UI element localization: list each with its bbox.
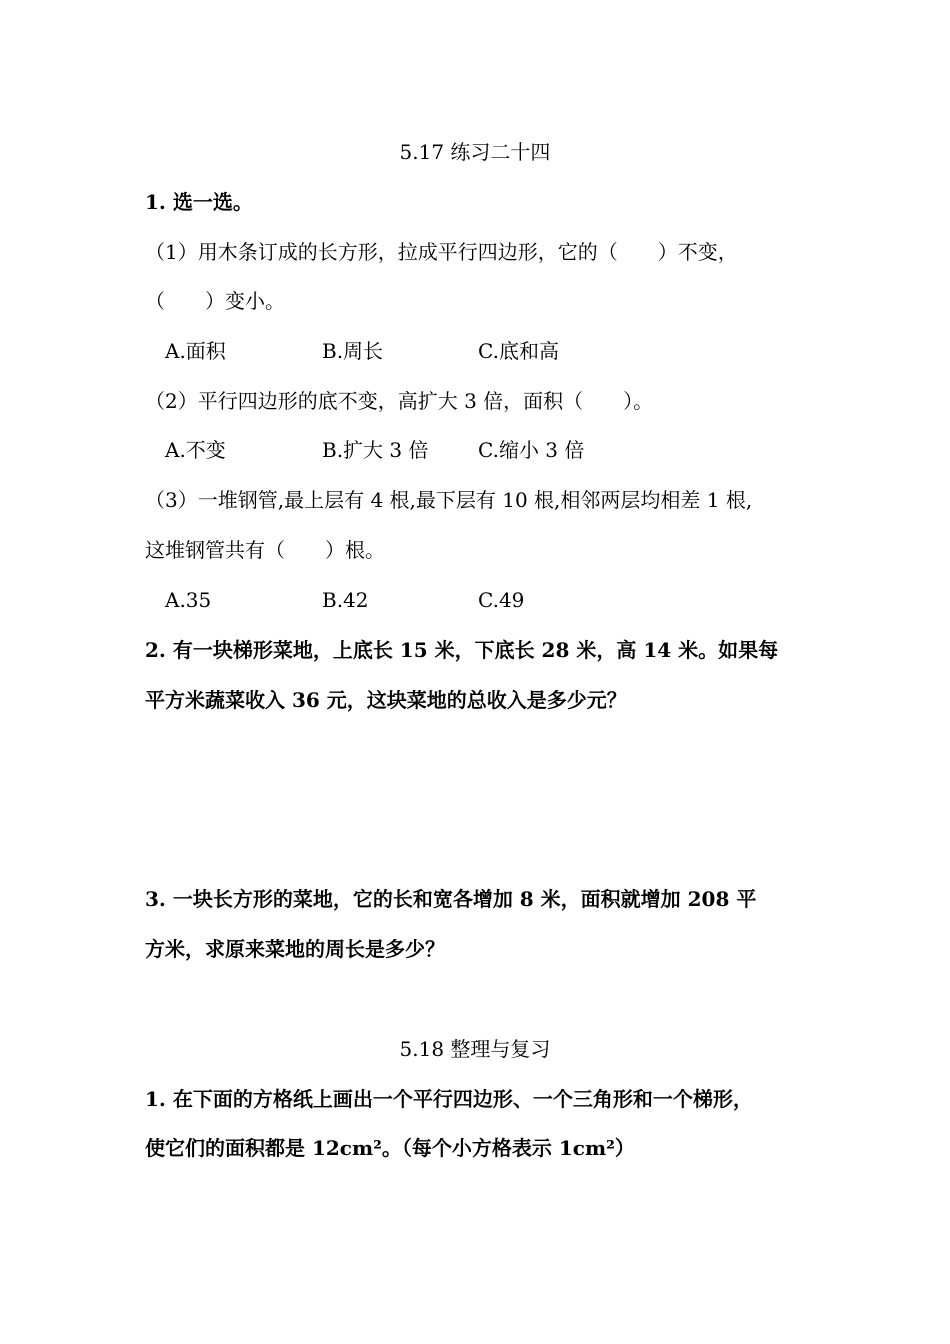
s2-q1-text-line1: 1. 在下面的方格纸上画出一个平行四边形、一个三角形和一个梯形， bbox=[145, 1087, 753, 1111]
q1-heading: 1. 选一选。 bbox=[145, 190, 253, 214]
q1-3-text-line1: （3）一堆钢管,最上层有 4 根,最下层有 10 根,相邻两层均相差 1 根, bbox=[145, 488, 753, 512]
q1-3-option-c: C.49 bbox=[478, 588, 525, 612]
q1-1-text-line1: （1）用木条订成的长方形，拉成平行四边形，它的（ ）不变， bbox=[145, 240, 738, 264]
section-title-5-17: 5.17 练习二十四 bbox=[399, 140, 551, 164]
q3-text-line1: 3. 一块长方形的菜地，它的长和宽各增加 8 米，面积就增加 208 平 bbox=[145, 887, 757, 911]
q1-3-option-a: A.35 bbox=[165, 588, 212, 612]
q1-1-option-c: C.底和高 bbox=[478, 339, 559, 363]
q1-1-option-a: A.面积 bbox=[165, 339, 226, 363]
s2-q1-text-line2: 使它们的面积都是 12cm²。（每个小方格表示 1cm²） bbox=[145, 1136, 635, 1160]
section-title-5-18: 5.18 整理与复习 bbox=[399, 1037, 551, 1061]
q1-2-text: （2）平行四边形的底不变，高扩大 3 倍，面积（ ）。 bbox=[145, 389, 654, 413]
q1-2-option-c: C.缩小 3 倍 bbox=[478, 438, 585, 462]
q2-text-line2: 平方米蔬菜收入 36 元，这块菜地的总收入是多少元？ bbox=[145, 688, 627, 712]
q1-2-option-b: B.扩大 3 倍 bbox=[322, 438, 429, 462]
q1-1-option-b: B.周长 bbox=[322, 339, 384, 363]
q1-1-text-line2: （ ）变小。 bbox=[145, 289, 285, 313]
q1-2-option-a: A.不变 bbox=[165, 438, 226, 462]
q3-text-line2: 方米，求原来菜地的周长是多少？ bbox=[145, 937, 445, 961]
q1-3-text-line2: 这堆钢管共有（ ）根。 bbox=[145, 538, 385, 562]
q1-3-option-b: B.42 bbox=[322, 588, 369, 612]
q2-text-line1: 2. 有一块梯形菜地，上底长 15 米，下底长 28 米，高 14 米。如果每 bbox=[145, 638, 779, 662]
